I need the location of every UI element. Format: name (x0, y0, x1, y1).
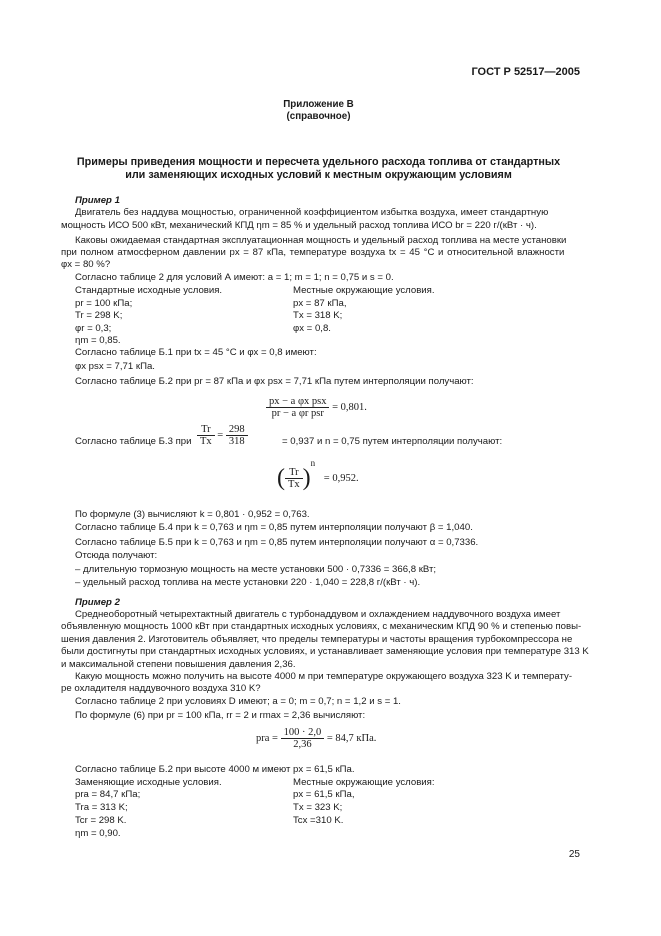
ex1-local-conditions-heading: Местные окружающие условия. (293, 285, 435, 296)
section-heading-line2: или заменяющих исходных условий к местным окружающим условиям (125, 169, 512, 181)
ex1-para5: φx psx = 7,71 кПа. (75, 361, 155, 372)
ex2-para1-line4: были достигнуты при стандартных исходных условиях, и устанавливает заменяющие условия при температуре 313 K (61, 646, 589, 657)
ex2-formula-pressure (256, 727, 376, 750)
ex1-formula-pressure-ratio (266, 396, 367, 419)
ex2-para1-line2: объявленную мощность 1000 кВт при стандартных исходных условиях, с механическим КПД 90 % и степенью повы- (61, 621, 582, 632)
formula-numerator: Tr (285, 467, 303, 479)
ex2-local-conditions-heading: Местные окружающие условия: (293, 777, 435, 788)
ex2-rep-temperature: Tra = 313 K; (75, 802, 128, 813)
formula-numerator-value: 298 (226, 424, 248, 436)
formula-denominator: Tx (200, 436, 212, 447)
ex2-loc-temperature: Tx = 323 K; (293, 802, 343, 813)
ex1-para2-line1: Каковы ожидаемая стандартная эксплуатационная мощность и удельный расход топлива на месте установки (75, 235, 567, 246)
ex2-rep-coolant-temperature: Tcr = 298 K. (75, 815, 127, 826)
ex2-rep-efficiency: ηm = 0,90. (75, 828, 121, 839)
ex1-std-efficiency: ηm = 0,85. (75, 335, 121, 346)
ex1-formula-power-ratio: ( $\frac{Tr}{Tx}$ )$^n$ = 0,952. (277, 458, 359, 491)
example-2-label: Пример 2 (75, 597, 120, 608)
formula-denominator: 2,36 (293, 739, 312, 750)
ex2-para2-line2: ре охладителя наддувочного воздуха 310 K? (61, 683, 261, 694)
ex1-std-humidity: φr = 0,3; (75, 323, 112, 334)
ex2-para1-line1: Среднеоборотный четырехтактный двигатель с турбонаддувом и охлаждением наддувочного воздуха имеет (75, 609, 561, 620)
formula-denominator: Tx (288, 479, 300, 490)
ex1-para1-line1: Двигатель без наддува мощностью, ограниченной коэффициентом избытка воздуха, имеет стандартную (75, 207, 549, 218)
ex1-para4: Согласно таблице Б.1 при tx = 45 °С и φx = 0,8 имеют: (75, 347, 317, 358)
formula-denominator: pr − a φr psr (271, 408, 324, 419)
ex2-loc-coolant-temperature: Tcx =310 K. (293, 815, 344, 826)
ex1-result-power: – длительную тормозную мощность на месте установки 500 · 0,7336 = 366,8 кВт; (75, 564, 437, 575)
ex1-std-pressure: pr = 100 кПа; (75, 298, 133, 309)
ex2-loc-pressure: px = 61,5 кПа, (293, 789, 355, 800)
ex2-para3: Согласно таблице 2 при условиях D имеют; a = 0; m = 0,7; n = 1,2 и s = 1. (75, 696, 401, 707)
ex1-para7-end: = 0,937 и n = 0,75 путем интерполяции получают: (282, 436, 503, 447)
formula-exponent: n (310, 458, 316, 469)
formula-result: = 84,7 кПа. (326, 732, 377, 744)
ex1-para2-line2: при полном атмосферном давлении px = 87 кПа, температуре воздуха tx = 45 °С и относительной влажности (61, 247, 565, 258)
standard-number: ГОСТ Р 52517—2005 (471, 66, 580, 78)
ex1-para2-line3: φx = 80 %? (61, 259, 111, 270)
ex1-para3: Согласно таблице 2 для условий А имеют: a = 1; m = 1; n = 0,75 и s = 0. (75, 272, 394, 283)
ex1-para10: Согласно таблице Б.5 при k = 0,763 и ηm = 0,85 путем интерполяции получают α = 0,7336. (75, 537, 479, 548)
ex2-rep-pressure: pra = 84,7 кПа; (75, 789, 141, 800)
ex2-para5: Согласно таблице Б.2 при высоте 4000 м имеют px = 61,5 кПа. (75, 764, 355, 775)
ex2-replacement-conditions-heading: Заменяющие исходные условия. (75, 777, 222, 788)
section-heading-line1: Примеры приведения мощности и пересчета удельного расхода топлива от стандартных (76, 156, 561, 168)
ex1-para9: Согласно таблице Б.4 при k = 0,763 и ηm = 0,85 путем интерполяции получают β = 1,040. (75, 522, 473, 533)
ex2-para1-line5: и максимальной степени повышения давления 2,36. (61, 659, 296, 670)
appendix-title: Приложение В (283, 99, 354, 110)
ex1-result-fuel: – удельный расход топлива на месте установки 220 · 1,040 = 228,8 г/(кВт · ч). (75, 577, 421, 588)
page-number: 25 (568, 849, 580, 860)
ex1-std-temperature: Tr = 298 K; (75, 310, 123, 321)
formula-result: = 0,952. (323, 472, 359, 484)
ex1-loc-humidity: φx = 0,8. (293, 323, 331, 334)
ex2-para2-line1: Какую мощность можно получить на высоте 4000 м при температуре окружающего воздуха 323 K и температу- (75, 671, 573, 682)
ex1-loc-pressure: px = 87 кПа, (293, 298, 347, 309)
ex2-para4: По формуле (6) при pr = 100 кПа, rr = 2 и rmax = 2,36 вычисляют: (75, 710, 366, 721)
formula-numerator: 100 · 2,0 (281, 727, 325, 739)
formula-denominator-value: 318 (228, 436, 245, 447)
ex1-para6: Согласно таблице Б.2 при pr = 87 кПа и φx psx = 7,71 кПа путем интерполяции получают: (75, 376, 474, 387)
formula-result: = 0,801. (332, 401, 367, 413)
ex1-standard-conditions-heading: Стандартные исходные условия. (75, 285, 223, 296)
ex1-para8: По формуле (3) вычисляют k = 0,801 · 0,952 = 0,763. (75, 509, 310, 520)
ex1-para7-start: Согласно таблице Б.3 при (75, 436, 192, 447)
formula-lhs: pra = (256, 732, 278, 744)
example-1-label: Пример 1 (75, 195, 120, 206)
ex1-para11: Отсюда получают: (75, 550, 158, 561)
formula-numerator: Tr (197, 424, 215, 436)
ex1-loc-temperature: Tx = 318 K; (293, 310, 343, 321)
formula-equals: = (217, 429, 224, 441)
appendix-subtitle: (справочное) (286, 111, 351, 122)
ex2-para1-line3: шения давления 2. Изготовитель объявляет, что пределы температуры и частоты вращения турбокомпрессора не (61, 634, 573, 645)
formula-numerator: px − a φx psx (266, 396, 329, 408)
ex1-formula-temperature-ratio (197, 424, 248, 447)
ex1-para1-line2: мощность ИСО 500 кВт, механический КПД ηm = 85 % и удельный расход топлива ИСО br = 220 г/(кВт · ч). (61, 220, 537, 231)
